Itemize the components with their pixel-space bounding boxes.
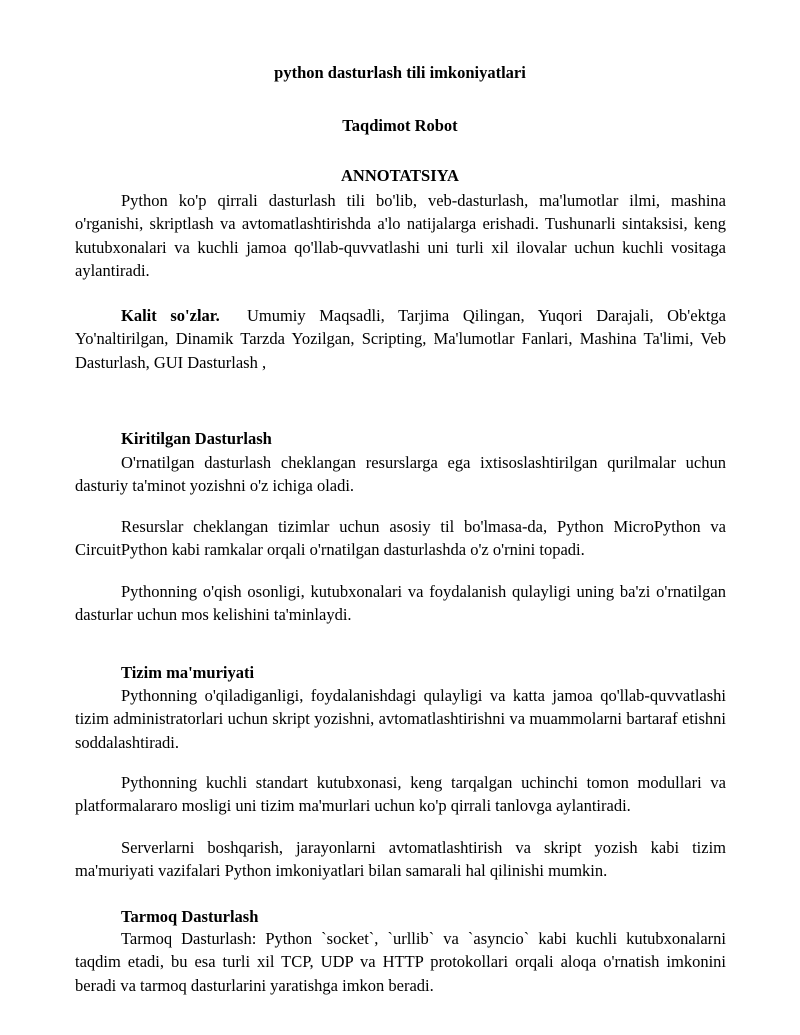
section-paragraph: Pythonning o'qish osonligi, kutubxonalari va foydalanish qulayligi uning ba'zi o'rnatilgan dasturlar uchun mos kelishini ta'minlaydi.	[75, 582, 726, 625]
annotation-block	[75, 189, 726, 282]
section-paragraph: Serverlarni boshqarish, jarayonlarni avtomatlashtirish va skript yozish kabi tizim ma'muriyati vazifalari Python imkoniyatlari bilan samarali hal qilinishi mumkin.	[75, 838, 726, 881]
section-sysadmin-p3	[75, 836, 726, 883]
keywords-text: Umumiy Maqsadli, Tarjima Qilingan, Yuqori Darajali, Ob'ektga Yo'naltirilgan, Dinamik Tarzda Yozilgan, Scripting, Ma'lumotlar Fanlari, Mashina Ta'limi, Veb Dasturlash, GUI Dasturlash ,	[75, 306, 726, 372]
section-heading-network: Tarmoq Dasturlash	[121, 907, 259, 926]
section-paragraph: Tarmoq Dasturlash: Python `socket`, `urllib` va `asyncio` kabi kuchli kutubxonalarni taqdim etadi, bu esa turli xil TCP, UDP va HTTP protokollari orqali aloqa o'rnatish imkonini beradi va tarmoq dasturlarini yaratishga imkon beradi.	[75, 929, 726, 995]
section-embedded-p3	[75, 580, 726, 627]
section-heading-sysadmin: Tizim ma'muriyati	[121, 663, 255, 682]
annotation-heading: ANNOTATSIYA	[341, 166, 459, 185]
section-sysadmin-p1	[75, 684, 726, 754]
section-paragraph: Resurslar cheklangan tizimlar uchun asosiy til bo'lmasa-da, Python MicroPython va CircuitPython kabi ramkalar orqali o'rnatilgan dasturlashda o'z o'rnini topadi.	[75, 517, 726, 560]
document-subtitle: Taqdimot Robot	[342, 116, 458, 135]
annotation-paragraph: Python ko'p qirrali dasturlash tili bo'lib, veb-dasturlash, ma'lumotlar ilmi, mashina o'rganishi, skriptlash va avtomatlashtirishda a'lo natijalarga erishadi. Tushunarli sintaksisi, keng kutubxonalari va kuchli jamoa qo'llab-quvvatlashi uni turli xil ilovalar uchun kuchli vositaga aylantiradi.	[75, 191, 726, 280]
section-heading-embedded: Kiritilgan Dasturlash	[121, 429, 272, 448]
keywords-block	[75, 304, 726, 374]
section-embedded-p2	[75, 515, 726, 562]
section-sysadmin-p2	[75, 771, 726, 818]
section-paragraph: Pythonning kuchli standart kutubxonasi, keng tarqalgan uchinchi tomon modullari va platformalararo mosligi uni tizim ma'murlari uchun ko'p qirrali tanlovga aylantiradi.	[75, 773, 726, 816]
keywords-paragraph	[75, 304, 726, 374]
document-title: python dasturlash tili imkoniyatlari	[274, 63, 526, 82]
section-paragraph: Pythonning o'qiladiganligi, foydalanishdagi qulayligi va katta jamoa qo'llab-quvvatlashi tizim administratorlari uchun skript yozishni, avtomatlashtirishni va muammolarni bartaraf etishni soddalashtiradi.	[75, 686, 726, 752]
section-network-p1	[75, 927, 726, 997]
section-embedded-p1	[75, 451, 726, 498]
section-paragraph: O'rnatilgan dasturlash cheklangan resurslarga ega ixtisoslashtirilgan qurilmalar uchun dasturiy ta'minot yozishni o'z ichiga oladi.	[75, 453, 726, 496]
keywords-label: Kalit so'zlar.	[121, 306, 220, 325]
